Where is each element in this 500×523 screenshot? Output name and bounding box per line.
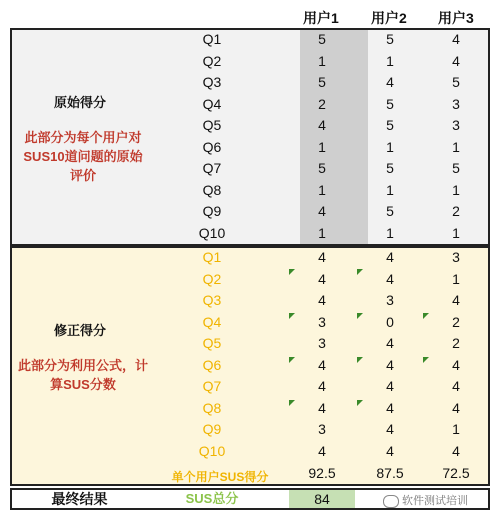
raw-score-cell: 1 <box>386 181 394 198</box>
adjusted-score-cell: 4 <box>318 292 326 308</box>
raw-question-label: Q5 <box>202 117 222 133</box>
raw-score-cell: 5 <box>318 74 326 90</box>
adjusted-score-cell: 4 <box>386 378 394 394</box>
adjusted-question-label: Q4 <box>202 313 222 330</box>
adjusted-score-cell: 4 <box>452 399 460 416</box>
header-user-1: 用户1 <box>303 10 339 26</box>
raw-score-cell: 1 <box>386 138 394 155</box>
adjusted-score-cell: 4 <box>386 356 394 373</box>
raw-question-label: Q2 <box>202 52 222 69</box>
cell-note-indicator-icon <box>289 357 295 363</box>
raw-score-cell: 1 <box>318 138 326 155</box>
raw-question-label: Q6 <box>202 138 222 155</box>
raw-score-cell: 4 <box>318 117 326 133</box>
adjusted-score-cell: 3 <box>318 421 326 437</box>
adjusted-score-cell: 3 <box>386 292 394 308</box>
adjusted-score-cell: 4 <box>386 421 394 437</box>
header-user-3: 用户3 <box>438 10 474 26</box>
cell-note-indicator-icon <box>357 357 363 363</box>
raw-score-cell: 5 <box>386 203 394 219</box>
raw-score-note: 此部分为每个用户对SUS10道问题的原始评价 <box>23 130 143 183</box>
raw-score-cell: 5 <box>318 160 326 176</box>
raw-score-cell: 1 <box>318 181 326 198</box>
adjusted-score-cell: 4 <box>452 378 460 394</box>
cell-note-indicator-icon <box>289 400 295 406</box>
raw-question-label: Q9 <box>202 203 222 219</box>
raw-score-cell: 5 <box>386 31 394 47</box>
adjusted-score-cell: 2 <box>452 335 460 351</box>
adjusted-score-cell: 1 <box>452 270 460 287</box>
raw-score-cell: 5 <box>386 117 394 133</box>
raw-score-cell: 1 <box>318 52 326 69</box>
raw-question-label: Q10 <box>198 224 226 241</box>
raw-score-cell: 1 <box>386 224 394 241</box>
adjusted-score-cell: 0 <box>386 313 394 330</box>
cell-note-indicator-icon <box>357 269 363 275</box>
adjusted-score-cell: 4 <box>318 249 326 265</box>
raw-score-cell: 5 <box>386 95 394 112</box>
user3-sus-score: 72.5 <box>442 465 470 481</box>
sus-total-value: 84 <box>289 490 355 508</box>
adjusted-question-label: Q5 <box>202 335 222 351</box>
adjusted-score-cell: 4 <box>452 442 460 459</box>
cell-note-indicator-icon <box>357 400 363 406</box>
raw-question-label: Q1 <box>202 31 222 47</box>
raw-score-cell: 5 <box>318 31 326 47</box>
cell-note-indicator-icon <box>423 313 429 319</box>
raw-score-cell: 1 <box>452 138 460 155</box>
adjusted-score-cell: 4 <box>386 249 394 265</box>
adjusted-question-label: Q9 <box>202 421 222 437</box>
adjusted-question-label: Q6 <box>202 356 222 373</box>
raw-score-title: 原始得分 <box>53 95 106 110</box>
adjusted-score-cell: 4 <box>318 399 326 416</box>
cell-note-indicator-icon <box>423 357 429 363</box>
adjusted-score-cell: 3 <box>318 335 326 351</box>
raw-score-cell: 3 <box>452 95 460 112</box>
adjusted-score-cell: 4 <box>318 270 326 287</box>
raw-score-cell: 4 <box>386 74 394 90</box>
adjusted-question-label: Q8 <box>202 399 222 416</box>
cell-note-indicator-icon <box>289 313 295 319</box>
adjusted-question-label: Q10 <box>198 442 226 459</box>
adjusted-score-note: 此部分为利用公式，计算SUS分数 <box>18 358 149 392</box>
watermark-text: 软件测试培训 <box>402 495 468 507</box>
adjusted-question-label: Q7 <box>202 378 222 394</box>
raw-question-label: Q4 <box>202 95 222 112</box>
adjusted-score-cell: 4 <box>386 335 394 351</box>
watermark <box>383 494 468 508</box>
raw-score-cell: 1 <box>452 224 460 241</box>
wechat-icon <box>383 495 399 508</box>
user1-sus-score: 92.5 <box>308 465 336 481</box>
adjusted-score-cell: 4 <box>318 356 326 373</box>
raw-score-cell: 2 <box>318 95 326 112</box>
cell-note-indicator-icon <box>289 269 295 275</box>
adjusted-score-cell: 2 <box>452 313 460 330</box>
raw-score-cell: 1 <box>452 181 460 198</box>
raw-score-cell: 5 <box>452 74 460 90</box>
raw-score-cell: 1 <box>386 52 394 69</box>
raw-score-cell: 4 <box>452 31 460 47</box>
raw-score-cell: 3 <box>452 117 460 133</box>
raw-question-label: Q8 <box>202 181 222 198</box>
raw-score-cell: 1 <box>318 224 326 241</box>
raw-score-cell: 4 <box>318 203 326 219</box>
sus-total-label: SUS总分 <box>185 491 239 506</box>
adjusted-score-cell: 4 <box>452 292 460 308</box>
adjusted-score-cell: 4 <box>318 442 326 459</box>
user-sus-score-label: 单个用户SUS得分 <box>171 470 269 484</box>
final-result-label: 最终结果 <box>51 491 108 507</box>
adjusted-score-cell: 1 <box>452 421 460 437</box>
header-user-2: 用户2 <box>371 10 407 26</box>
adjusted-score-cell: 3 <box>318 313 326 330</box>
adjusted-score-cell: 3 <box>452 249 460 265</box>
adjusted-score-cell: 4 <box>386 399 394 416</box>
adjusted-question-label: Q3 <box>202 292 222 308</box>
adjusted-score-cell: 4 <box>318 378 326 394</box>
raw-question-label: Q7 <box>202 160 222 176</box>
adjusted-question-label: Q1 <box>202 249 222 265</box>
raw-score-cell: 2 <box>452 203 460 219</box>
adjusted-score-cell: 4 <box>386 442 394 459</box>
adjusted-score-cell: 4 <box>386 270 394 287</box>
adjusted-score-title: 修正得分 <box>53 323 106 338</box>
raw-question-label: Q3 <box>202 74 222 90</box>
user2-sus-score: 87.5 <box>376 465 404 481</box>
cell-note-indicator-icon <box>357 313 363 319</box>
raw-score-cell: 4 <box>452 52 460 69</box>
adjusted-question-label: Q2 <box>202 270 222 287</box>
raw-score-cell: 5 <box>452 160 460 176</box>
raw-score-cell: 5 <box>386 160 394 176</box>
adjusted-score-cell: 4 <box>452 356 460 373</box>
